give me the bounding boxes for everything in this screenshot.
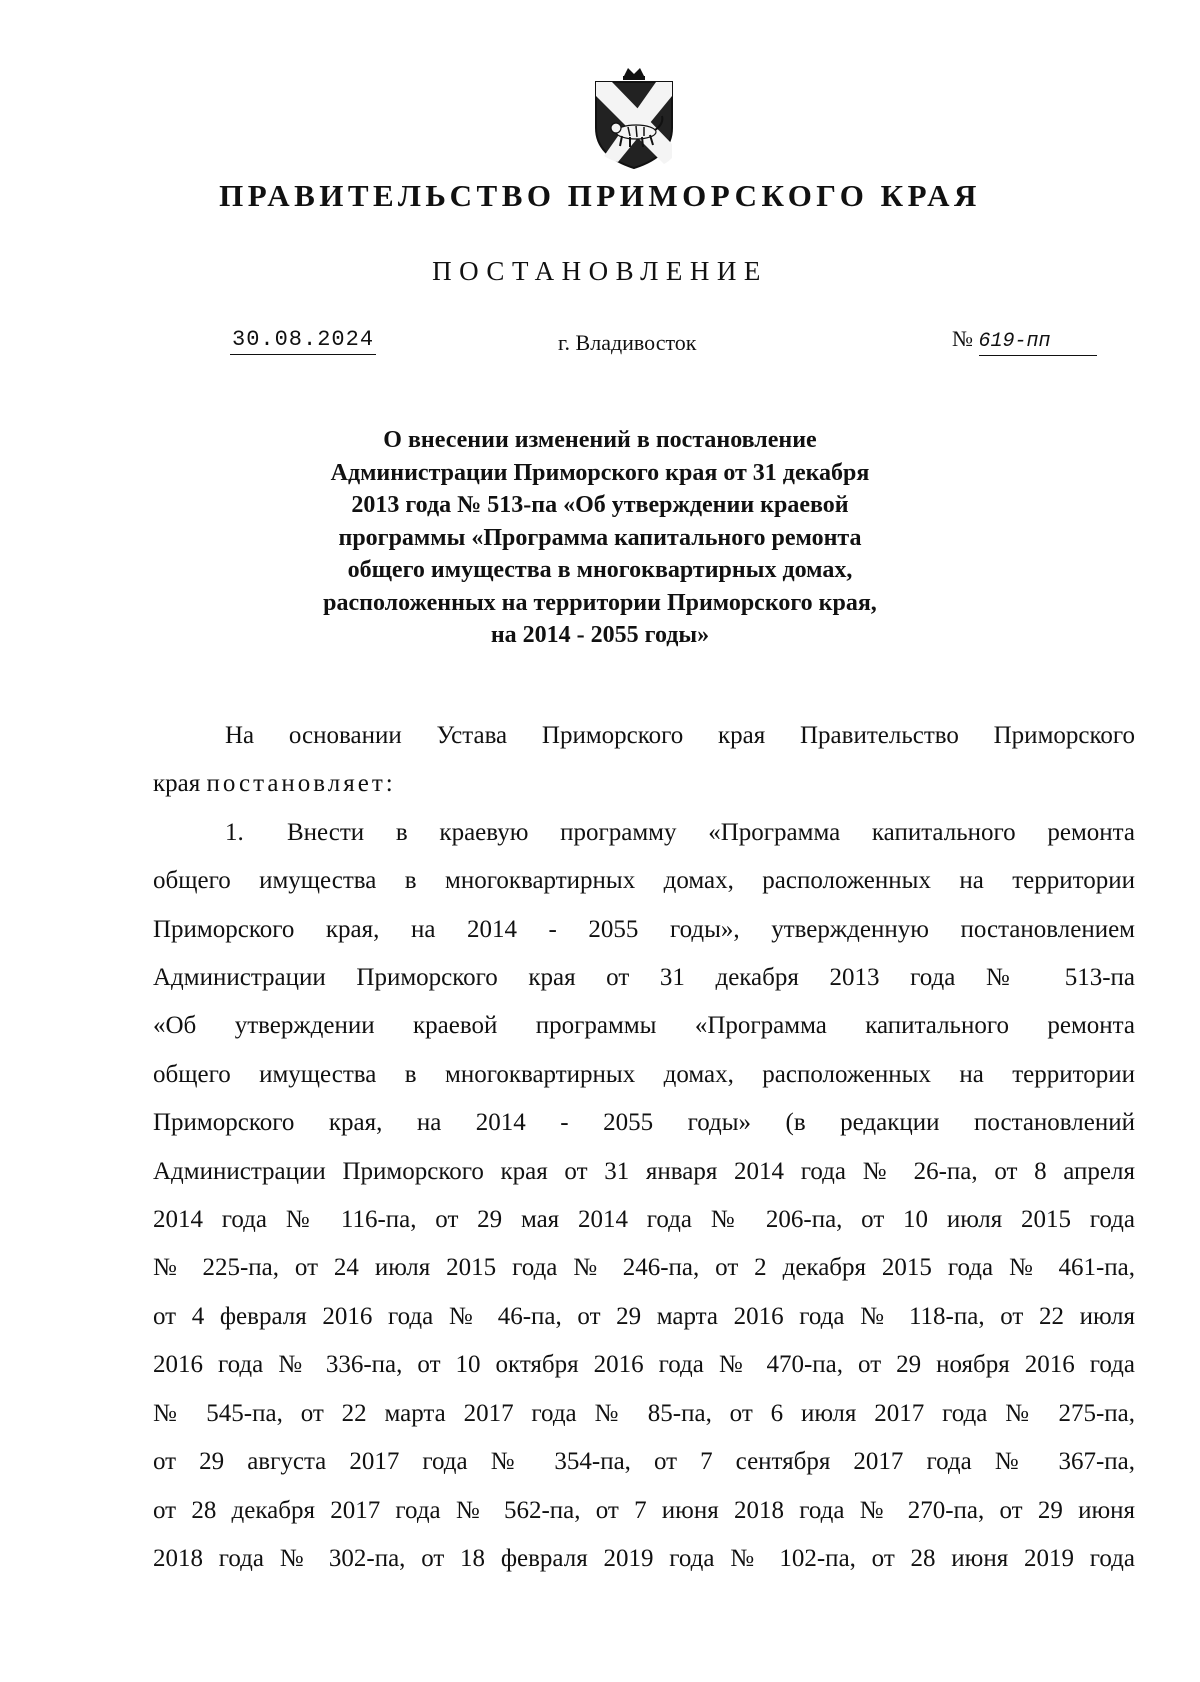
preamble-word: края [153,770,201,798]
organization-title: ПРАВИТЕЛЬСТВО ПРИМОРСКОГО КРАЯ [219,178,981,213]
body-line: Приморского края, на 2014 - 2055 годы», утвержденную постановлением [153,915,1135,943]
heading-line: Администрации Приморского края от 31 декабря [330,459,870,486]
heading-line: программы «Программа капитального ремонта [338,524,862,551]
body-line: 2014 года № 116-па, от 29 мая 2014 года № 206-па, от 10 июля 2015 года [153,1206,1135,1234]
body-line: № 545-па, от 22 марта 2017 года № 85-па, от 6 июля 2017 года № 275-па, [153,1399,1135,1427]
document-number [952,326,1097,356]
body-line: от 4 февраля 2016 года № 46-па, от 29 марта 2016 года № 118-па, от 22 июля [153,1302,1135,1330]
document-date: 30.08.2024 [230,327,376,355]
heading-line: на 2014 - 2055 годы» [490,622,710,648]
document-city: г. Владивосток [558,330,697,355]
preamble-line [153,760,1135,808]
resolution-word: постановляет: [206,770,396,798]
item-1-first-line [153,809,1135,857]
body-line: 2016 года № 336-па, от 10 октября 2016 года № 470-па, от 29 ноября 2016 года [153,1351,1135,1379]
heading-line: О внесении изменений в постановление [383,427,817,453]
body-line: «Об утверждении краевой программы «Программа капитального ремонта [153,1012,1135,1040]
document-type: ПОСТАНОВЛЕНИЕ [432,256,768,286]
body-line: общего имущества в многоквартирных домах, расположенных на территории [153,867,1135,895]
document-body [153,712,1135,1583]
number-value: 619-пп [979,330,1097,356]
body-line: общего имущества в многоквартирных домах, расположенных на территории [153,1060,1135,1088]
body-line: Приморского края, на 2014 - 2055 годы» (в редакции постановлений [153,1109,1135,1137]
item-1-text: Внести в краевую программу «Программа капитального ремонта [287,818,1135,846]
item-number: 1. [225,818,244,846]
coat-of-arms-emblem [588,66,680,170]
number-sign: № [952,326,973,351]
body-line: от 29 августа 2017 года № 354-па, от 7 сентября 2017 года № 367-па, [153,1448,1135,1476]
crown-icon [623,68,645,80]
body-line: Администрации Приморского края от 31 декабря 2013 года № 513-па [153,964,1135,992]
body-line: № 225-па, от 24 июля 2015 года № 246-па, от 2 декабря 2015 года № 461-па, [153,1254,1135,1282]
heading-line: расположенных на территории Приморского края, [323,589,877,616]
heading-line: общего имущества в многоквартирных домах, [347,557,853,583]
document-heading [260,424,940,652]
heading-line: 2013 года № 513-па «Об утверждении краевой [351,492,849,518]
body-line: от 28 декабря 2017 года № 562-па, от 7 июня 2018 года № 270-па, от 29 июня [153,1496,1135,1524]
body-line: Администрации Приморского края от 31 января 2014 года № 26-па, от 8 апреля [153,1157,1135,1185]
preamble-line: На основании Устава Приморского края Правительство Приморского [225,722,1135,749]
body-line: 2018 года № 302-па, от 18 февраля 2019 года № 102-па, от 28 июня 2019 года [153,1544,1135,1572]
